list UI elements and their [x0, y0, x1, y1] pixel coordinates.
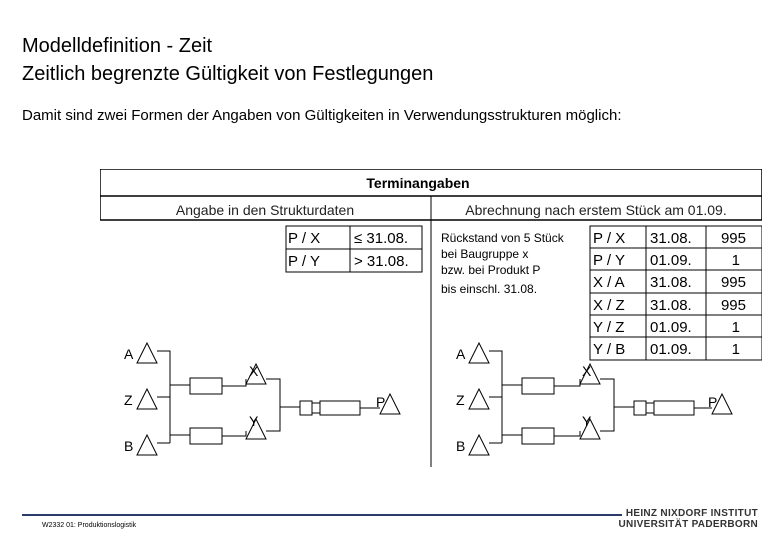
- triangle-a-icon: [137, 343, 157, 363]
- link-box: [522, 378, 554, 394]
- label-x: X: [582, 363, 592, 379]
- row-qty: 995: [720, 230, 746, 247]
- left-row-pair: P / X: [288, 230, 321, 247]
- note-line: bei Baugruppe x: [441, 247, 529, 261]
- row-pair: X / Z: [593, 297, 625, 314]
- triangle-b-icon: [469, 435, 489, 455]
- terminangaben-figure: [100, 169, 762, 469]
- row-qty: 995: [720, 297, 746, 314]
- row-qty: 1: [731, 341, 740, 358]
- triangle-z-icon: [137, 389, 157, 409]
- row-pair: P / X: [593, 230, 626, 247]
- link-box: [190, 428, 222, 444]
- row-qty: 1: [731, 319, 740, 336]
- label-a: A: [456, 346, 466, 362]
- triangle-a-icon: [469, 343, 489, 363]
- col-right-header: Abrechnung nach erstem Stück am 01.09.: [465, 202, 727, 218]
- left-diagram-labels: [124, 346, 385, 454]
- row-qty: 995: [720, 274, 746, 291]
- institute-logo: [619, 508, 758, 530]
- label-y: Y: [249, 413, 259, 429]
- col-left-header: Angabe in den Strukturdaten: [175, 202, 355, 218]
- page-title: Modelldefinition - Zeit: [22, 35, 213, 57]
- label-b: B: [124, 438, 134, 454]
- label-z: Z: [456, 392, 465, 408]
- triangle-z-icon: [469, 389, 489, 409]
- note-line: bis einschl. 31.08.: [441, 282, 538, 296]
- terminangaben-panel: [100, 169, 762, 469]
- label-b: B: [456, 438, 466, 454]
- logo-line-2: UNIVERSITÄT PADERBORN: [618, 519, 758, 530]
- course-label: W2332 01: Produktionslogistik: [42, 522, 137, 529]
- label-a: A: [124, 346, 134, 362]
- label-y: Y: [582, 413, 592, 429]
- right-diagram-labels: [456, 346, 717, 454]
- row-pair: Y / Z: [593, 319, 625, 336]
- row-date: 01.09.: [650, 319, 692, 336]
- row-qty: 1: [731, 252, 740, 269]
- page-subtitle: Zeitlich begrenzte Gültigkeit von Festlegungen: [22, 63, 434, 85]
- label-z: Z: [124, 392, 133, 408]
- footer-divider: [22, 514, 622, 516]
- table-title: Terminangaben: [366, 175, 470, 191]
- label-p: P: [708, 394, 718, 410]
- link-box: [190, 378, 222, 394]
- left-row-pair: P / Y: [288, 253, 320, 270]
- row-pair: Y / B: [593, 341, 626, 358]
- logo-line-1: HEINZ NIXDORF INSTITUT: [625, 508, 758, 519]
- link-box: [654, 401, 694, 415]
- left-structure-diagram: [137, 343, 400, 455]
- left-row-cond: ≤ 31.08.: [354, 230, 409, 247]
- row-pair: P / Y: [593, 252, 625, 269]
- row-date: 31.08.: [650, 230, 692, 247]
- row-date: 31.08.: [650, 297, 692, 314]
- link-box: [522, 428, 554, 444]
- row-date: 01.09.: [650, 252, 692, 269]
- note-line: bzw. bei Produkt P: [441, 263, 541, 277]
- link-box: [320, 401, 360, 415]
- right-quantity-table: [590, 226, 762, 360]
- label-x: X: [249, 363, 259, 379]
- row-date: 31.08.: [650, 274, 692, 291]
- intro-text: Damit sind zwei Formen der Angaben von Gültigkeiten in Verwendungsstrukturen möglich:: [22, 107, 622, 124]
- label-p: P: [376, 394, 386, 410]
- left-condition-table: [286, 226, 422, 272]
- note-line: Rückstand von 5 Stück: [441, 231, 564, 245]
- row-date: 01.09.: [650, 341, 692, 358]
- triangle-b-icon: [137, 435, 157, 455]
- row-pair: X / A: [593, 274, 625, 291]
- left-row-cond: > 31.08.: [354, 253, 409, 270]
